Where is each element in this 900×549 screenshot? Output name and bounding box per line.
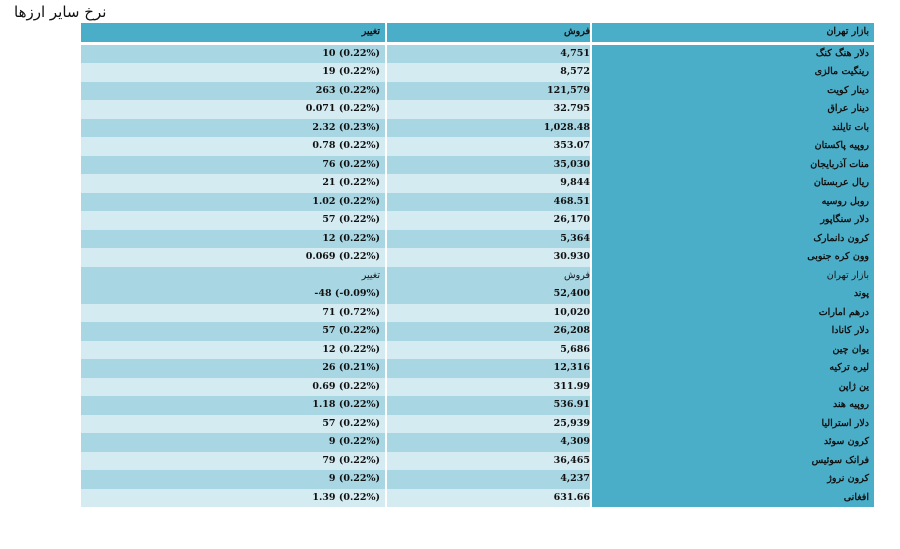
- sell-price: 36,465: [387, 452, 590, 471]
- table-row: [81, 415, 874, 434]
- sell-price: 4,237: [387, 470, 590, 489]
- table-row: [81, 489, 874, 508]
- sell-price: 52,400: [387, 285, 590, 304]
- table-row: [81, 193, 874, 212]
- price-change: 21 (0.22%): [81, 174, 385, 193]
- currency-name: منات آذربایجان: [592, 156, 874, 175]
- page-title: نرخ سایر ارزها: [14, 3, 107, 21]
- sell-price: 25,939: [387, 415, 590, 434]
- price-change: 1.02 (0.22%): [81, 193, 385, 212]
- currency-name: ین ژاپن: [592, 378, 874, 397]
- price-change: 0.69 (0.22%): [81, 378, 385, 397]
- price-change: 0.069 (0.22%): [81, 248, 385, 267]
- currency-name: کرون دانمارک: [592, 230, 874, 249]
- table-row: [81, 322, 874, 341]
- table-row: [81, 470, 874, 489]
- sell-price: 4,309: [387, 433, 590, 452]
- sell-price: 30.930: [387, 248, 590, 267]
- currency-name: لیره ترکیه: [592, 359, 874, 378]
- table-row: [81, 82, 874, 101]
- currency-name: دینار عراق: [592, 100, 874, 119]
- currency-name: افغانی: [592, 489, 874, 508]
- subheader-market: بازار تهران: [592, 267, 874, 286]
- subheader-change: تغییر: [81, 267, 385, 286]
- currency-name: دینار کویت: [592, 82, 874, 101]
- currency-name: دلار استرالیا: [592, 415, 874, 434]
- table-header-row: [81, 23, 874, 42]
- sell-price: 121,579: [387, 82, 590, 101]
- price-change: 263 (0.22%): [81, 82, 385, 101]
- price-change: 71 (0.72%): [81, 304, 385, 323]
- price-change: 26 (0.21%): [81, 359, 385, 378]
- sell-price: 311.99: [387, 378, 590, 397]
- table-subheader-row: [81, 267, 874, 286]
- price-change: -48 (-0.09%): [81, 285, 385, 304]
- table-row: [81, 285, 874, 304]
- price-change: 10 (0.22%): [81, 45, 385, 64]
- currency-name: فرانک سوئیس: [592, 452, 874, 471]
- price-change: 57 (0.22%): [81, 322, 385, 341]
- currency-name: کرون سوئد: [592, 433, 874, 452]
- sell-price: 35,030: [387, 156, 590, 175]
- price-change: 57 (0.22%): [81, 415, 385, 434]
- price-change: 2.32 (0.23%): [81, 119, 385, 138]
- table-row: [81, 119, 874, 138]
- price-change: 57 (0.22%): [81, 211, 385, 230]
- table-row: [81, 452, 874, 471]
- table-row: [81, 100, 874, 119]
- header-sell: فروش: [387, 23, 590, 42]
- currency-name: بات تایلند: [592, 119, 874, 138]
- currency-name: روپیه پاکستان: [592, 137, 874, 156]
- sell-price: 353.07: [387, 137, 590, 156]
- currency-name: دلار کانادا: [592, 322, 874, 341]
- price-change: 12 (0.22%): [81, 341, 385, 360]
- header-change: تغییر: [81, 23, 385, 42]
- currency-name: درهم امارات: [592, 304, 874, 323]
- table-row: [81, 304, 874, 323]
- table-row: [81, 433, 874, 452]
- table-row: [81, 248, 874, 267]
- sell-price: 5,686: [387, 341, 590, 360]
- table-row: [81, 230, 874, 249]
- currency-name: دلار سنگاپور: [592, 211, 874, 230]
- currency-name: روبل روسیه: [592, 193, 874, 212]
- header-market: بازار تهران: [592, 23, 874, 42]
- table-row: [81, 137, 874, 156]
- sell-price: 26,170: [387, 211, 590, 230]
- table-row: [81, 378, 874, 397]
- table-row: [81, 341, 874, 360]
- price-change: 12 (0.22%): [81, 230, 385, 249]
- currency-name: روپیه هند: [592, 396, 874, 415]
- currency-table: [81, 23, 874, 507]
- currency-name: کرون نروژ: [592, 470, 874, 489]
- sell-price: 5,364: [387, 230, 590, 249]
- table-row: [81, 359, 874, 378]
- table-row: [81, 174, 874, 193]
- currency-name: یوان چین: [592, 341, 874, 360]
- price-change: 79 (0.22%): [81, 452, 385, 471]
- table-row: [81, 396, 874, 415]
- price-change: 1.39 (0.22%): [81, 489, 385, 508]
- price-change: 1.18 (0.22%): [81, 396, 385, 415]
- price-change: 19 (0.22%): [81, 63, 385, 82]
- sell-price: 9,844: [387, 174, 590, 193]
- sell-price: 468.51: [387, 193, 590, 212]
- sell-price: 1,028.48: [387, 119, 590, 138]
- table-row: [81, 156, 874, 175]
- sell-price: 8,572: [387, 63, 590, 82]
- price-change: 0.78 (0.22%): [81, 137, 385, 156]
- table-row: [81, 63, 874, 82]
- sell-price: 32.795: [387, 100, 590, 119]
- price-change: 76 (0.22%): [81, 156, 385, 175]
- sell-price: 631.66: [387, 489, 590, 508]
- sell-price: 4,751: [387, 45, 590, 64]
- price-change: 9 (0.22%): [81, 433, 385, 452]
- table-row: [81, 45, 874, 64]
- table-row: [81, 211, 874, 230]
- currency-name: رینگیت مالزی: [592, 63, 874, 82]
- sell-price: 26,208: [387, 322, 590, 341]
- sell-price: 536.91: [387, 396, 590, 415]
- sell-price: 12,316: [387, 359, 590, 378]
- price-change: 0.071 (0.22%): [81, 100, 385, 119]
- currency-name: وون کره جنوبی: [592, 248, 874, 267]
- subheader-sell: فروش: [387, 267, 590, 286]
- currency-name: دلار هنگ کنگ: [592, 45, 874, 64]
- currency-name: ریال عربستان: [592, 174, 874, 193]
- sell-price: 10,020: [387, 304, 590, 323]
- price-change: 9 (0.22%): [81, 470, 385, 489]
- currency-name: پوند: [592, 285, 874, 304]
